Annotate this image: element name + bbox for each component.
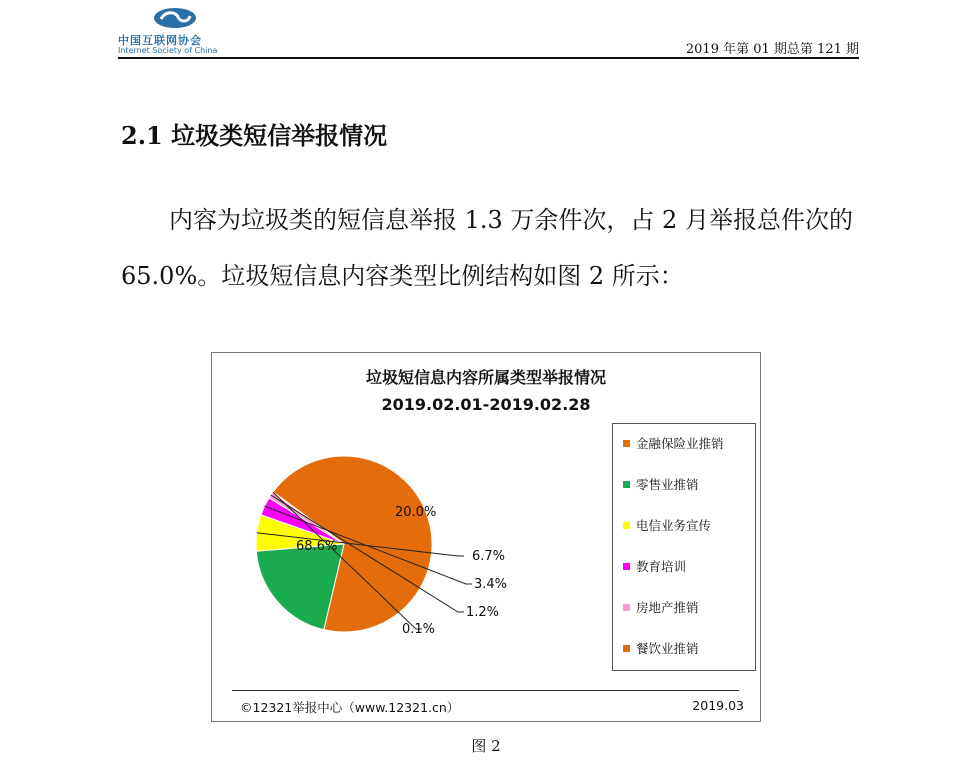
data-label-1: 68.6% — [296, 539, 338, 554]
header-divider — [118, 57, 859, 59]
figure-caption: 图 2 — [471, 737, 501, 755]
legend-swatch — [623, 522, 630, 529]
legend-item-4 — [623, 557, 686, 577]
chart-legend — [612, 423, 756, 671]
legend-swatch — [623, 440, 630, 447]
legend-swatch — [623, 481, 630, 488]
body-paragraph: 内容为垃圾类的短信息举报 1.3 万余件次，占 2 月举报总件次的 65.0%。垃圾短信息内容类型比例结构如图 2 所示： — [121, 206, 853, 290]
legend-swatch — [623, 645, 630, 652]
legend-item-3 — [623, 516, 711, 536]
logo-name: 中国互联网协会 — [118, 34, 202, 47]
legend-item-1 — [623, 434, 724, 454]
legend-label: 餐饮业推销 — [636, 641, 699, 656]
chart-subtitle: 2019.02.01-2019.02.28 — [381, 395, 591, 414]
chart-footer-divider — [232, 690, 739, 691]
pie-chart — [212, 353, 612, 683]
data-label-2: 20.0% — [395, 505, 437, 520]
legend-swatch — [623, 563, 630, 570]
legend-label: 零售业推销 — [636, 477, 699, 492]
issue-number: 2019 年第 01 期总第 121 期 — [685, 42, 859, 57]
data-label-4: 3.4% — [474, 577, 508, 592]
isc-logo-icon — [152, 6, 198, 30]
data-label-5: 1.2% — [466, 605, 500, 620]
chart-figure — [211, 352, 761, 722]
chart-title: 垃圾短信息内容所属类型举报情况 — [365, 368, 606, 387]
chart-source: ©12321举报中心（www.12321.cn） — [240, 700, 460, 715]
legend-label: 教育培训 — [636, 559, 687, 574]
legend-item-6 — [623, 639, 699, 659]
legend-item-5 — [623, 598, 699, 618]
chart-date: 2019.03 — [692, 698, 744, 713]
logo — [118, 6, 248, 56]
logo-english: Internet Society of China — [118, 46, 218, 55]
legend-label: 电信业务宣传 — [636, 518, 712, 533]
legend-item-2 — [623, 475, 699, 495]
data-label-6: 0.1% — [402, 622, 436, 637]
legend-swatch — [623, 604, 630, 611]
section-title: 2.1 垃圾类短信举报情况 — [121, 121, 388, 150]
legend-label: 房地产推销 — [636, 600, 699, 615]
legend-label: 金融保险业推销 — [636, 436, 724, 451]
data-label-3: 6.7% — [472, 549, 506, 564]
